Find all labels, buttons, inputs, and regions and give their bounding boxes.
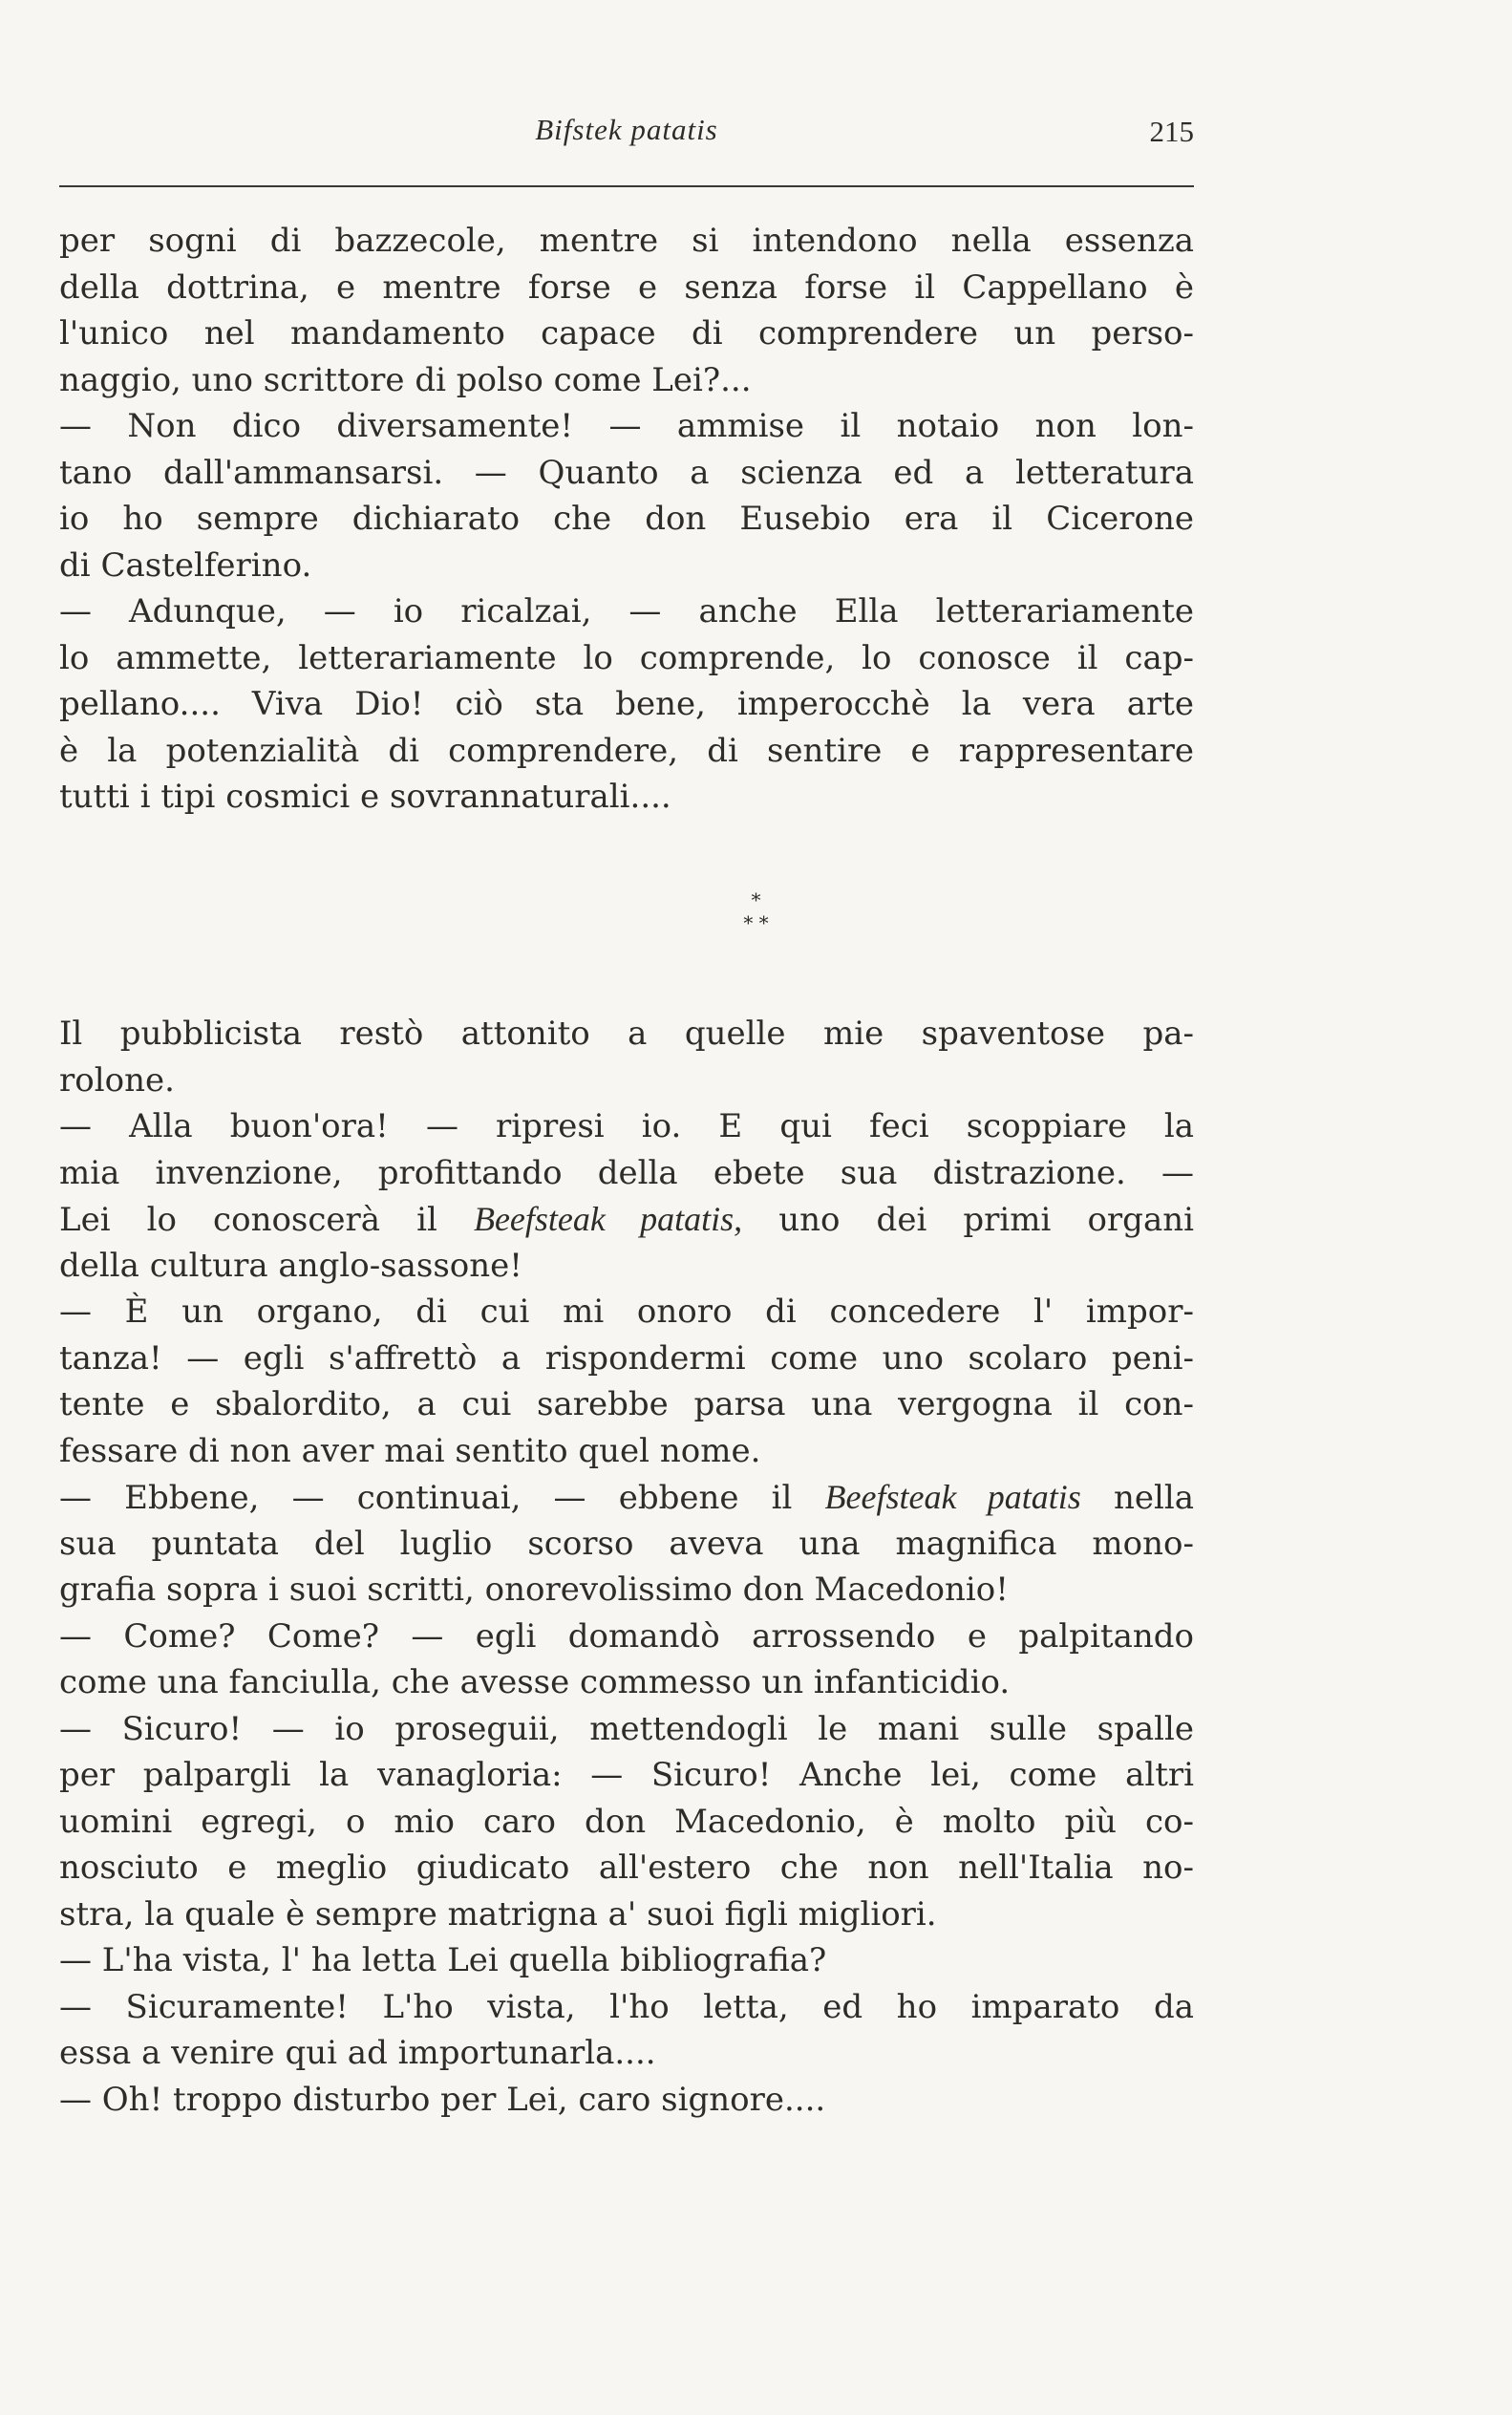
text-run: Lei lo conoscerà il xyxy=(59,1201,474,1239)
text-line: io ho sempre dichiarato che don Eusebio era il Cicerone xyxy=(59,500,1194,538)
italic-title: Beefsteak patatis xyxy=(824,1478,1081,1516)
text-line: Il pubblicista restò attonito a quelle mie spaventose pa- xyxy=(59,1015,1194,1053)
asterism-section-break xyxy=(0,888,1512,955)
text-line-with-italic xyxy=(59,1474,1194,1521)
header-rule xyxy=(59,185,1194,187)
text-line: — Sicuro! — io proseguii, mettendogli le mani sulle spalle xyxy=(59,1709,1194,1748)
text-run: uno dei primi organi xyxy=(742,1201,1194,1239)
text-line: tente e sbalordito, a cui sarebbe parsa una vergogna il con- xyxy=(59,1385,1194,1423)
text-line: l'unico nel mandamento capace di comprendere un perso- xyxy=(59,314,1194,353)
running-header xyxy=(59,107,1194,155)
text-line: della dottrina, e mentre forse e senza forse il Cappellano è xyxy=(59,267,1194,307)
text-line: grafia sopra i suoi scritti, onorevolissimo don Macedonio! xyxy=(59,1571,1009,1609)
text-line: pellano.... Viva Dio! ciò sta bene, imperocchè la vera arte xyxy=(59,685,1194,723)
text-line: tano dall'ammansarsi. — Quanto a scienza ed a letteratura xyxy=(59,453,1194,492)
running-title: Bifstek patatis xyxy=(535,113,718,146)
text-run: nella xyxy=(1080,1479,1194,1517)
text-line: naggio, uno scrittore di polso come Lei?... xyxy=(59,360,752,399)
text-line: rolone. xyxy=(59,1060,175,1100)
text-block-first xyxy=(59,218,1194,821)
text-line: di Castelferino. xyxy=(59,545,312,585)
text-line: — Alla buon'ora! — ripresi io. E qui feci scoppiare la xyxy=(59,1107,1194,1145)
text-line: — Adunque, — io ricalzai, — anche Ella letterariamente xyxy=(59,592,1194,630)
text-line: — Oh! troppo disturbo per Lei, caro signore.... xyxy=(59,2080,826,2119)
text-line: mia invenzione, profittando della ebete sua distrazione. — xyxy=(59,1153,1194,1192)
text-line: essa a venire qui ad importunarla.... xyxy=(59,2034,656,2072)
text-block-second xyxy=(59,1011,1194,2123)
text-line: tutti i tipi cosmici e sovrannaturali.... xyxy=(59,778,671,816)
text-line: lo ammette, letterariamente lo comprende, lo conosce il cap- xyxy=(59,638,1194,677)
text-line: — L'ha vista, l' ha letta Lei quella bibliografia? xyxy=(59,1941,827,1979)
text-line: come una fanciulla, che avesse commesso un infanticidio. xyxy=(59,1663,1011,1701)
text-line: — È un organo, di cui mi onoro di concedere l' impor- xyxy=(59,1293,1194,1331)
text-line: è la potenzialità di comprendere, di sentire e rappresentare xyxy=(59,731,1194,770)
text-line: fessare di non aver mai sentito quel nome. xyxy=(59,1431,761,1470)
text-line: — Non dico diversamente! — ammise il notaio non lon- xyxy=(59,407,1194,445)
text-run: — Ebbene, — continuai, — ebbene il xyxy=(59,1479,825,1517)
text-line: — Come? Come? — egli domandò arrossendo e palpitando xyxy=(59,1616,1194,1656)
text-line: tanza! — egli s'affrettò a rispondermi come uno scolaro peni- xyxy=(59,1338,1194,1378)
page-number: 215 xyxy=(1149,115,1194,148)
asterism-bottom: * * xyxy=(743,911,769,934)
asterism-top: * xyxy=(751,888,761,911)
text-line: stra, la quale è sempre matrigna a' suoi figli migliori. xyxy=(59,1894,937,1934)
text-line: — Sicuramente! L'ho vista, l'ho letta, ed ho imparato da xyxy=(59,1987,1194,2026)
text-line: per sogni di bazzecole, mentre si intendono nella essenza xyxy=(59,222,1194,260)
text-line: nosciuto e meglio giudicato all'estero che non nell'Italia no- xyxy=(59,1849,1194,1887)
text-line: della cultura anglo-sassone! xyxy=(59,1246,522,1285)
text-line: sua puntata del luglio scorso aveva una magnifica mono- xyxy=(59,1524,1194,1563)
text-line: uomini egregi, o mio caro don Macedonio, è molto più co- xyxy=(59,1802,1194,1841)
text-line-with-italic xyxy=(59,1196,1194,1243)
italic-title: Beefsteak patatis, xyxy=(473,1200,743,1238)
text-line: per palpargli la vanagloria: — Sicuro! Anche lei, come altri xyxy=(59,1756,1194,1794)
